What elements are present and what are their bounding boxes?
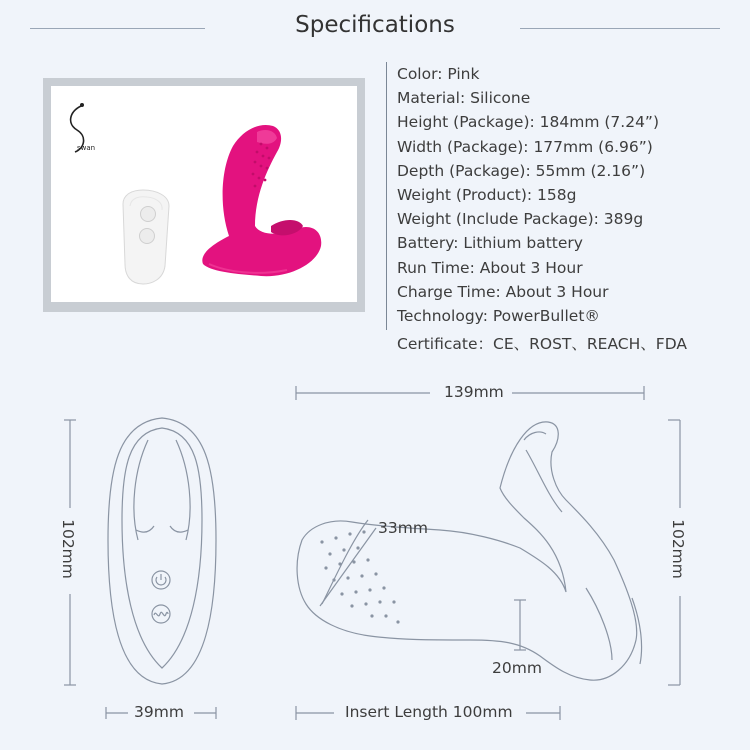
spec-weight-product: Weight (Product): 158g: [397, 185, 577, 204]
remote-width-label: 39mm: [134, 703, 184, 721]
top-width-label: 139mm: [444, 383, 504, 401]
spec-color: Color: Pink: [397, 65, 480, 83]
spec-weight-package: Weight (Include Package): 389g: [397, 210, 644, 229]
spec-material: Material: Silicone: [397, 89, 531, 108]
spec-technology: Technology: PowerBullet®: [397, 306, 600, 325]
remote-line-drawing: [108, 418, 216, 684]
spec-certificate: Certificate：CE、ROST、REACH、FDA: [397, 335, 687, 354]
spec-width: Width (Package): 177mm (6.96”): [397, 137, 653, 156]
brand-logo-text: swan: [77, 144, 96, 152]
left-height-label: 102mm: [58, 519, 77, 579]
head-texture-dots: [320, 530, 399, 623]
insert-length-label: Insert Length 100mm: [345, 703, 513, 721]
vibrator-line-drawing: [297, 422, 642, 680]
spec-depth: Depth (Package): 55mm (2.16”): [397, 161, 646, 180]
head-width-dimension: [320, 528, 376, 606]
spec-battery: Battery: Lithium battery: [397, 234, 583, 253]
neck-width-dimension: [514, 600, 526, 650]
right-height-label: 102mm: [668, 519, 687, 579]
spec-charge-time: Charge Time: About 3 Hour: [397, 282, 609, 301]
spec-height: Height (Package): 184mm (7.24”): [397, 113, 660, 132]
page-title: Specifications: [295, 12, 455, 38]
neck-width-label: 20mm: [492, 659, 542, 677]
spec-run-time: Run Time: About 3 Hour: [397, 258, 583, 277]
head-width-label: 33mm: [378, 519, 428, 537]
